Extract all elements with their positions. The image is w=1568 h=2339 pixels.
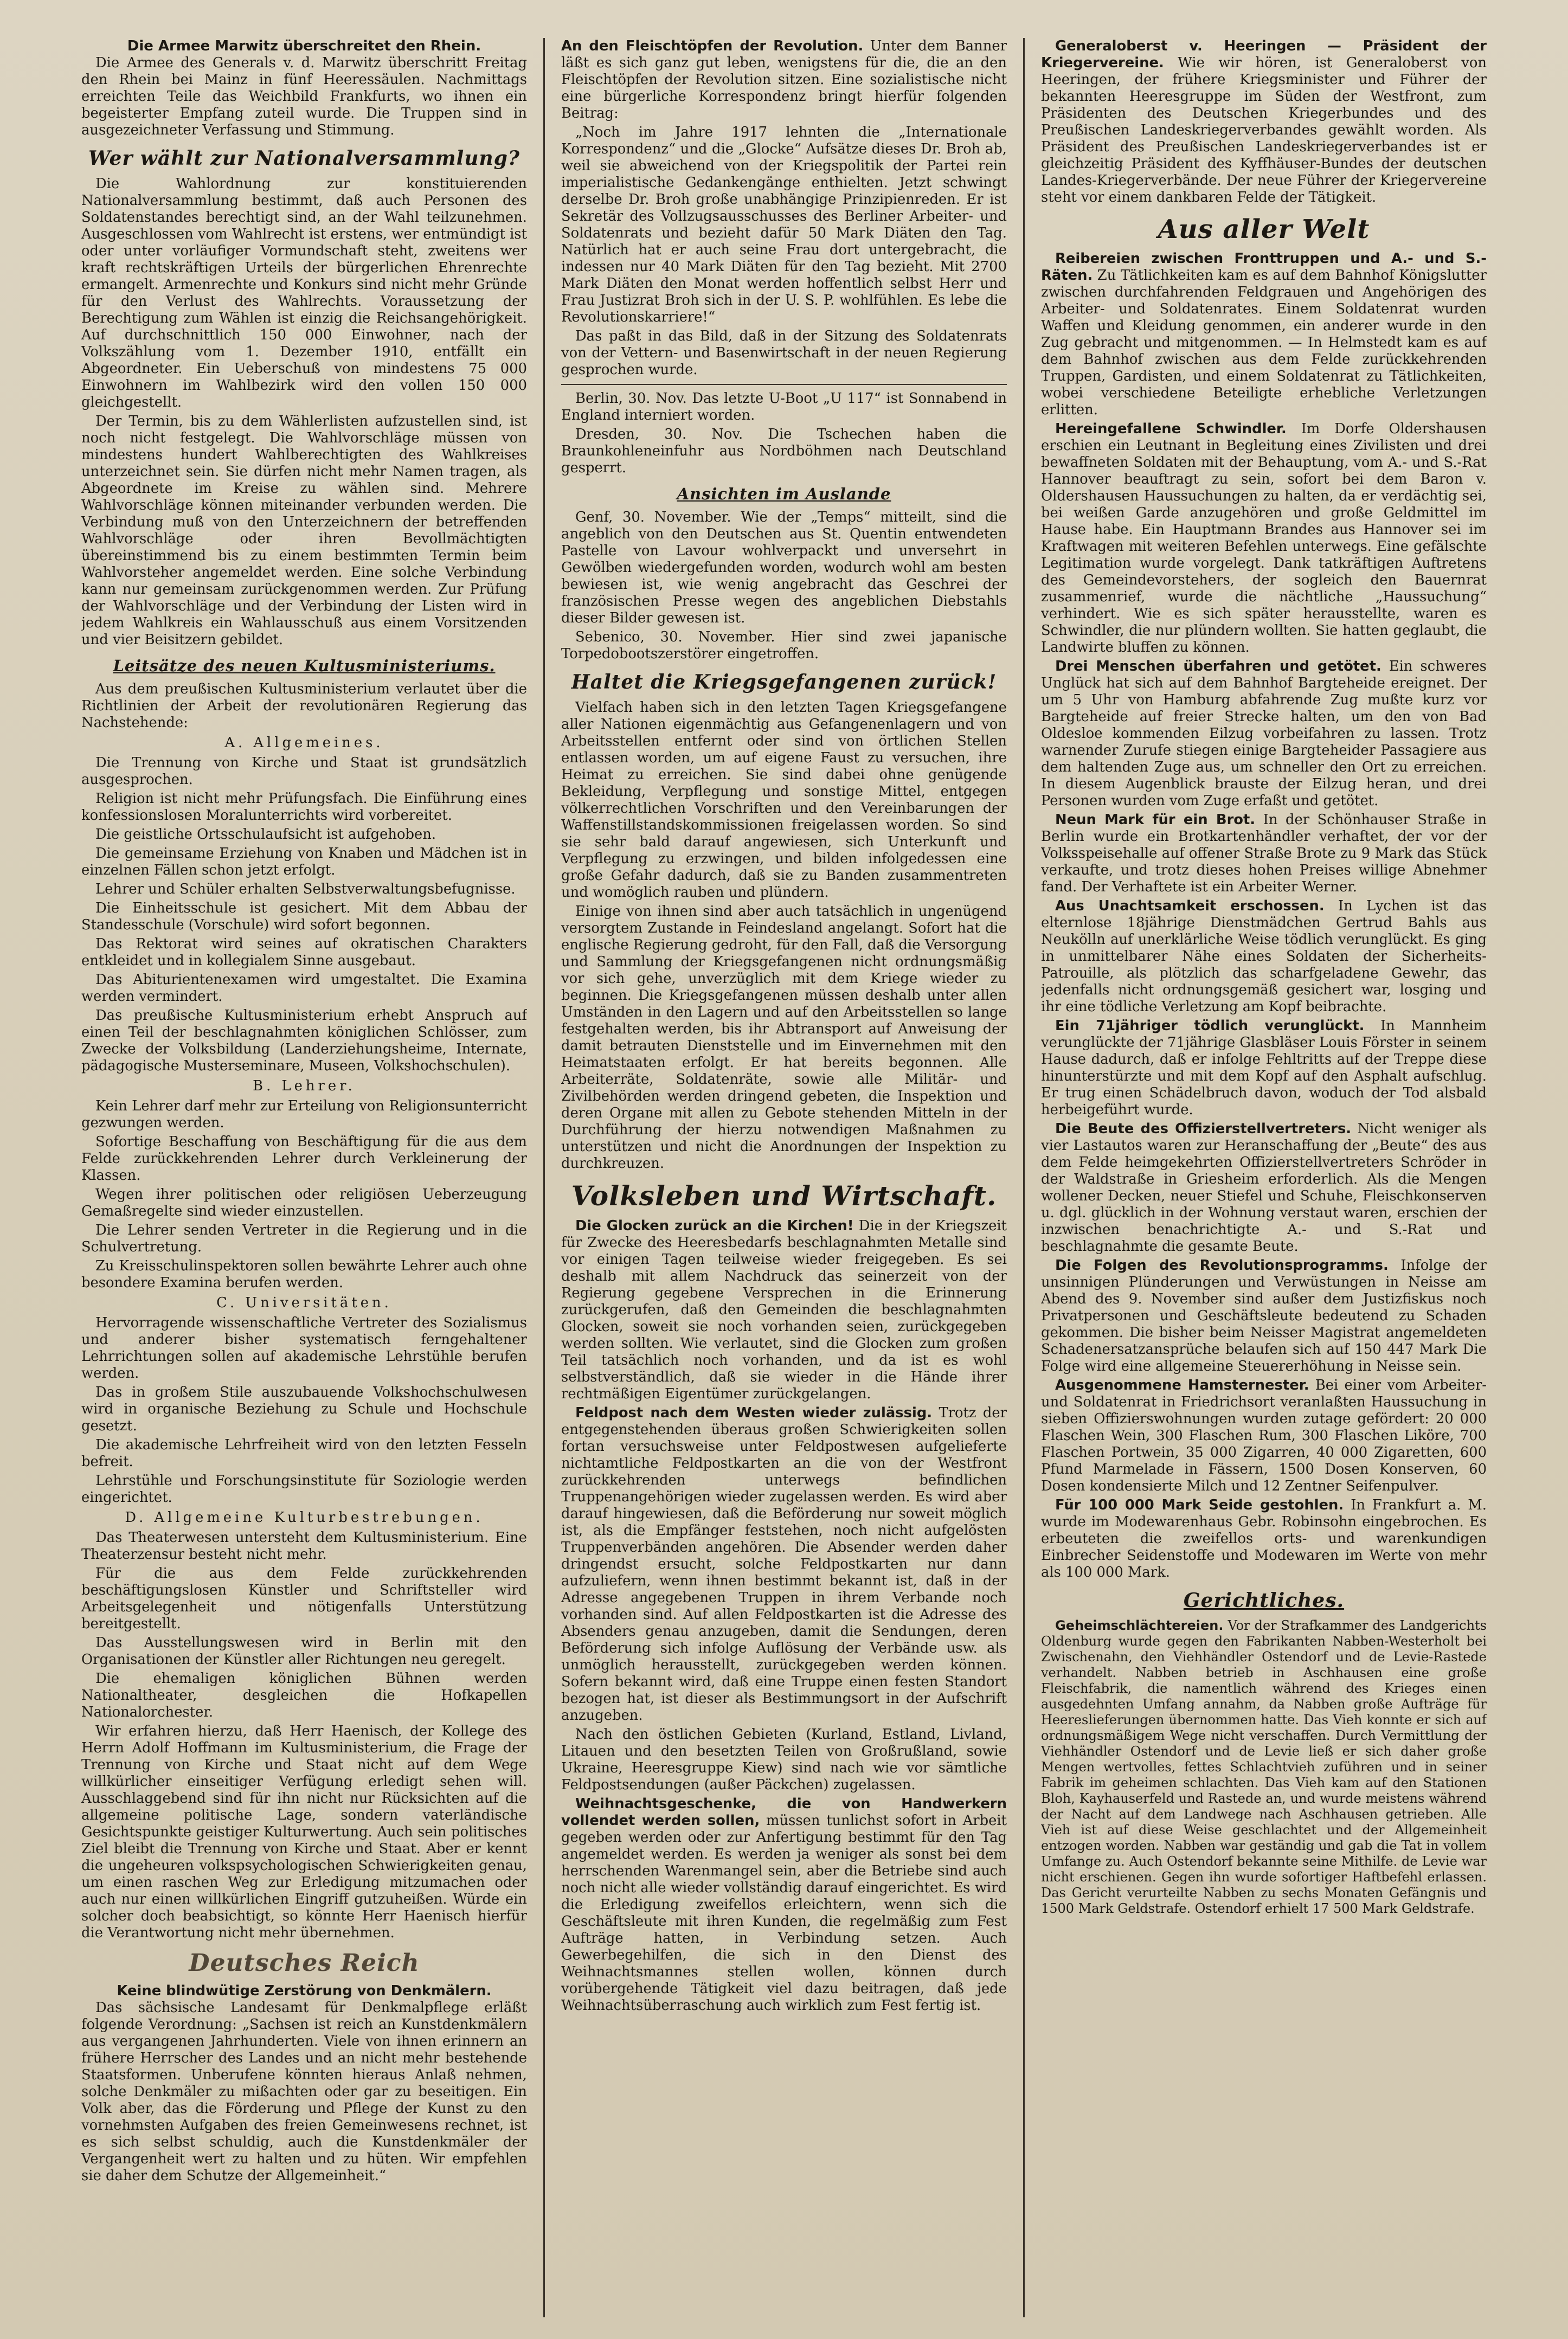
item-text: Nicht weniger als vier Lastautos waren zur Heranschaffung der „Beute“ des aus dem Felde heimgekehrten Offizierstellvertreters Schröder in der Waldstraße in Griesheim erforderlich. Als die Mengen wollener Decken, neuer Stiefel und Schuhe, Fleischkonserven u. dgl. glücklich in der Wohnung verstaut waren, erschien der inzwischen benachrichtigte A.- und S.-Rat und beschlagnahmte die gesamte Beute.	[1041, 1121, 1487, 1255]
kult-b-item: Die Lehrer senden Vertreter in die Regierung und in die Schulvertretung.	[81, 1222, 527, 1255]
kult-a-item: Lehrer und Schüler erhalten Selbstverwaltungsbefugnisse.	[95, 881, 516, 897]
item-headline: Reibereien zwischen Fronttruppen und A.- und S.-Räten.	[1041, 250, 1487, 284]
kult-d-item: Das Ausstellungswesen wird in Berlin mit den Organisationen der Künstler aller Richtungen neu geregelt.	[81, 1635, 527, 1668]
denk-headline: Keine blindwütige Zerstörung von Denkmälern.	[117, 1983, 492, 1999]
kult-b-item: Sofortige Beschaffung von Beschäftigung für die aus dem Felde zurückkehrenden Lehrer durch Verkleinerung der Klassen.	[81, 1134, 527, 1184]
item-text: In Frankfurt a. M. wurde im Modewarenhaus Gebr. Robinsohn eingebrochen. Es erbeuteten die zweifellos orts- und warenkundigen Einbrecher Seidenstoffe und Modewaren im Werte von mehr als 100 000 Mark.	[1041, 1497, 1487, 1580]
item-text: Ein schweres Unglück hat sich auf dem Bahnhof Bargteheide ereignet. Der um 5 Uhr von Hamburg abfahrende Zug mußte kurz vor Bargteheide auf freier Strecke halten, um den von Bad Oldesloe kommenden Eilzug vorbeifahren zu lassen. Trotz warnender Zurufe stiegen einige Bargteheider Passagiere aus dem haltenden Zuge aus, um schneller den Ort zu erreichen. In diesem Augenblick brauste der Eilzug heran, und drei Personen wurden vom Zuge erfaßt und getötet.	[1041, 658, 1487, 809]
item-headline: Drei Menschen überfahren und getötet.	[1055, 658, 1381, 674]
columns	[81, 38, 1487, 2317]
nv-paragraph: Der Termin, bis zu dem Wählerlisten aufzustellen sind, ist noch nicht festgelegt. Die Wahlvorschläge müssen von mindestens hundert Wahlberechtigten des Wahlkreises unterzeichnet sein. Sie dürfen nicht mehr Namen tragen, als Abgeordnete im Kreise zu wählen sind. Mehrere Wahlvorschläge können miteinander verbunden werden. Die Verbindung muß von den Unterzeichnern der betreffenden Wahlvorschläge oder ihren Bevollmächtigten übereinstimmend bis zu einem bestimmten Termin beim Wahlvorsteher angemeldet werden. Eine solche Verbindung kann nur gemeinsam zurückgenommen werden. Zur Prüfung der Wahlvorschläge und der Verbindung der Listen wird in jedem Wahlkreis ein Wahlausschuß aus einem Vorsitzenden und vier Beisitzern gebildet.	[81, 413, 527, 648]
item-headline: Die Folgen des Revolutionsprogramms.	[1055, 1257, 1389, 1274]
kult-a-item: Die Einheitsschule ist gesichert. Mit dem Abbau der Standesschule (Vorschule) wird sofort begonnen.	[81, 900, 527, 933]
item-headline: Ein 71jähriger tödlich verunglückt.	[1055, 1018, 1365, 1034]
kult-d-item: Wir erfahren hierzu, daß Herr Haenisch, der Kollege des Herrn Adolf Hoffmann im Kultusministerium, die Frage der Trennung von Kirche und Staat nicht auf dem Wege willkürlicher einseitiger Verfügung erledigt sehen will. Ausschlaggebend sind für ihn nicht nur Rücksichten auf die allgemeine politische Lage, sondern vaterländische Gesichtspunkte geistiger Kulturwertung. Auch sein politisches Ziel bleibt die Trennung von Kirche und Staat. Aber er kennt die ungeheuren volkspsychologischen Schwierigkeiten genau, um einen raschen Weg zur Erledigung mitzumachen oder auch nur einen willkürlichen Eingriff gutzuheißen. Würde ein solcher doch beabsichtigt, so könnte Herr Haenisch hierfür die Verantwortung nicht mehr übernehmen.	[81, 1723, 527, 1941]
kult-c-item: Die akademische Lehrfreiheit wird von den letzten Fesseln befreit.	[81, 1437, 527, 1470]
column-3	[1041, 38, 1487, 2317]
kult-intro: Aus dem preußischen Kultusministerium verlautet über die Richtlinien der Arbeit der revolutionären Regierung das Nachstehende:	[81, 681, 527, 731]
item-text: Zu Tätlichkeiten kam es auf dem Bahnhof Königslutter zwischen durchfahrenden Feldgrauen und Angehörigen des Arbeiter- und Soldatenrates. Einem Soldatenrat wurden Waffen und Kleidung genommen, ein anderer wurde in den Zug gebracht und mitgenommen. — In Helmstedt kam es auf dem Bahnhof zwischen aus dem Felde zurückkehrenden Truppen, Gardisten, und einem Soldatenrat zu Tätlichkeiten, wobei verschiedene Beteiligte erhebliche Verletzungen erlitten.	[1041, 267, 1487, 418]
column-rule	[543, 38, 545, 2317]
kult-section-c: C. Universitäten.	[216, 1295, 392, 1311]
genf-note: Genf, 30. November. Wie der „Temps“ mitteilt, sind die angeblich von den Deutschen aus St. Quentin entwendeten Pastelle von Lavour wohlverpackt und unversehrt in Gewölben wiedergefunden worden, wodurch wohl am besten bewiesen ist, wie wenig angebracht das Geschrei der französischen Presse wegen des angeblichen Diebstahls dieser Bilder gewesen ist.	[561, 509, 1007, 626]
item-headline: Neun Mark für ein Brot.	[1055, 812, 1256, 828]
welt-headline: Aus aller Welt	[1158, 214, 1370, 245]
kult-b-item: Wegen ihrer politischen oder religiösen Ueberzeugung Gemaßregelte sind wieder einzustellen.	[81, 1186, 527, 1219]
kult-a-item: Das preußische Kultusministerium erhebt Anspruch auf einen Teil der beschlagnahmten königlichen Schlösser, zum Zwecke der Volksbildung (Landerziehungsheime, Internate, pädagogische Musterseminare, Museen, Volkshochschulen).	[81, 1007, 527, 1074]
fleisch-text: Unter dem Banner läßt es sich ganz gut leben, wenigstens für die, die an den Fleischtöpfen der Revolution sitzen. Eine sozialistische nicht eine bürgerliche Korrespondenz bringt hierfür folgenden Beitrag:	[561, 38, 1007, 121]
kult-b-item: Kein Lehrer darf mehr zur Erteilung von Religionsunterricht gezwungen werden.	[81, 1098, 527, 1131]
glocken-headline: Die Glocken zurück an die Kirchen!	[575, 1218, 854, 1234]
item-text: Infolge der unsinnigen Plünderungen und Verwüstungen in Neisse am Abend des 9. November sind außer dem Justizfiskus noch Privatpersonen und Geschäftsleute bedeutend zu Schaden gekommen. Die bisher beim Neisser Magistrat angemeldeten Schadenersatzansprüche belaufen sich auf 150 447 Mark Die Folge wird eine allgemeine Steuererhöhung in Neisse sein.	[1041, 1257, 1487, 1374]
column-2	[561, 38, 1007, 2317]
fleisch-headline: An den Fleischtöpfen der Revolution.	[561, 38, 864, 54]
nv-headline: Wer wählt zur Nationalversammlung?	[88, 147, 520, 170]
kult-c-item: Das in großem Stile auszubauende Volkshochschulwesen wird in organische Beziehung zu Schule und Hochschule gesetzt.	[81, 1384, 527, 1434]
kult-d-item: Das Theaterwesen untersteht dem Kultusministerium. Eine Theaterzensur besteht nicht mehr.	[81, 1530, 527, 1563]
item-headline: Für 100 000 Mark Seide gestohlen.	[1055, 1497, 1344, 1513]
weih-headline: Weihnachtsgeschenke, die von Handwerkern vollendet werden sollen,	[561, 1796, 1007, 1829]
item-headline: Die Beute des Offizierstellvertreters.	[1055, 1121, 1352, 1137]
item-headline: Aus Unachtsamkeit erschossen.	[1055, 898, 1325, 914]
kult-a-item: Die Trennung von Kirche und Staat ist grundsätzlich ausgesprochen.	[81, 755, 527, 788]
heeringen-headline: Generaloberst v. Heeringen — Präsident der Kriegervereine.	[1041, 38, 1487, 71]
kgf-headline: Haltet die Kriegsgefangenen zurück!	[571, 671, 997, 693]
item-headline: Ausgenommene Hamsternester.	[1055, 1377, 1309, 1393]
item-text: In der Schönhauser Straße in Berlin wurde ein Brotkartenhändler verhaftet, der vor der Volksspeisehalle auf offener Straße Brote zu 9 Mark das Stück verkaufte, und trotz dieses hohen Preises willige Abnehmer fand. Der Verhaftete ist ein Arbeiter Werner.	[1041, 812, 1487, 895]
item-text: In Lychen ist das elternlose 18jährige Dienstmädchen Gertrud Bahls aus Neukölln auf unerklärliche Weise tödlich verunglückt. Es ging in unmittelbarer Nähe eines Soldaten der Sicherheits-Patrouille, als plötzlich das scharfgeladene Gewehr, das jedenfalls nicht ordnungsgemäß gesichert war, losging und ihr eine tödliche Verletzung am Kopf beibrachte.	[1041, 898, 1487, 1015]
weih-text: müssen tunlichst sofort in Arbeit gegeben werden oder zur Anfertigung bestimmt für den Tag angemeldet werden. Es werden ja weniger als sonst bei dem herrschenden Warenmangel sein, aber die Betriebe sind auch noch nicht alle wieder vollständig darauf eingerichtet. Es wird die Erledigung zweifellos erleichtern, wenn sich die Geschäftsleute mit ihren Kunden, die regelmäßig zum Fest Aufträge hatten, in Verbindung setzen. Auch Gewerbegehilfen, die sich in den Dienst des Weihnachtsmannes stellen wollen, können durch vorübergehende Tätigkeit viel dazu beitragen, daß jede Weihnachtsüberraschung auch wirklich zum Fest fertig ist.	[561, 1813, 1007, 2014]
nv-paragraph: Die Wahlordnung zur konstituierenden Nationalversammlung bestimmt, daß auch Personen des Soldatenstandes berechtigt sind, an der Wahl teilzunehmen. Ausgeschlossen vom Wahlrecht ist erstens, wer entmündigt ist oder unter vorläufiger Vormundschaft steht, zweitens wer kraft rechtskräftigen Urteils der bürgerlichen Ehrenrechte ermangelt. Armenrechte und Konkurs sind nicht mehr Gründe für den Verlust des Wahlrechts. Voraussetzung der Berechtigung zum Wählen ist einzig die Reichsangehörigkeit. Auf durchschnittlich 150 000 Einwohner, nach der Volkszählung vom 1. Dezember 1910, entfällt ein Abgeordneter. Ein Ueberschuß von mindestens 75 000 Einwohnern im Wahlbezirk wird den vollen 150 000 gleichgestellt.	[81, 176, 527, 410]
sebenico-note: Sebenico, 30. November. Hier sind zwei japanische Torpedobootszerstörer eingetroffen.	[561, 629, 1007, 662]
fleisch-quote: „Noch im Jahre 1917 lehnten die „Internationale Korrespondenz“ und die „Glocke“ Aufsätze dieses Dr. Broh ab, weil sie abweichend von der Kriegspolitik der Partei rein imperialistische Gedankengänge enthielten. Jetzt schwingt derselbe Dr. Broh große unabhängige Prinzipienreden. Er ist Sekretär des Vollzugsausschusses des Berliner Arbeiter- und Soldatenrats und bezieht dafür 50 Mark Diäten den Tag. Natürlich hat er auch seine Frau dort untergebracht, die indessen nur 40 Mark Diäten für den Tag bezieht. Mit 2700 Mark Diäten den Monat werden hoffentlich selbst Herr und Frau Justizrat Broh sich in der U. S. P. wohlfühlen. Es lebe die Revolutionskarriere!“	[561, 124, 1007, 325]
kgf-paragraph: Vielfach haben sich in den letzten Tagen Kriegsgefangene aller Nationen eigenmächtig aus Gefangenenlagern und von Arbeitsstellen entfernt oder sind von örtlichen Stellen entlassen worden, um auf eigene Faust zu versuchen, ihre Heimat zu erreichen. Sie sind dabei ohne genügende Bekleidung, Verpflegung und sonstige Mittel, entgegen völkerrechtlichen Vorschriften und den Vereinbarungen der Waffenstillstandskommissionen freigelassen worden. So sind sie sehr bald darauf angewiesen, sich Unterkunft und Verpflegung zu erzwingen, und bilden infolgedessen eine große Gefahr dadurch, daß sie zu Banden zusammentreten und womöglich rauben und plündern.	[561, 699, 1007, 901]
divider	[561, 384, 1007, 385]
kult-a-item: Die geistliche Ortsschulaufsicht ist aufgehoben.	[95, 826, 436, 843]
glocken-text: Die in der Kriegszeit für Zwecke des Heeresbedarfs beschlagnahmten Metalle sind vor einigen Tagen teilweise wieder freigegeben. Es sei deshalb mit allem Nachdruck das seinerzeit von der Regierung gegebene Versprechen in die Erinnerung zurückgerufen, daß den Gemeinden die beschlagnahmten Glocken, soweit sie noch vorhanden seien, zurückgegeben werden sollten. Wie verlautet, sind die Glocken zum großen Teil tatsächlich noch vorhanden, und da ist es wohl selbstverständlich, daß sie wieder in die Hände ihrer rechtmäßigen Eigentümer zurückgelangen.	[561, 1218, 1007, 1402]
heeringen-text: Wie wir hören, ist Generaloberst von Heeringen, der frühere Kriegsminister und Führer der bekannten Heeresgruppe im Süden der Westfront, zum Präsidenten des Deutschen Kriegerbundes und des Preußischen Landeskriegerverbandes gewählt worden. Als Präsident des Preußischen Landeskriegerverbandes ist er gleichzeitig Präsident des Kyffhäuser-Bundes der deutschen Landes-Kriegerverbände. Der neue Führer der Kriegervereine steht vor einem dankbaren Felde der Tätigkeit.	[1041, 55, 1487, 205]
column-1	[81, 38, 527, 2317]
gericht-subhead: Geheimschlächtereien.	[1055, 1618, 1224, 1633]
denk-text: Das sächsische Landesamt für Denkmalpflege erläßt folgende Verordnung: „Sachsen ist reich an Kunstdenkmälern aus vergangenen Jahrhunderten. Viele von ihnen erinnern an frühere Herrscher des Landes und an nicht mehr bestehende Staatsformen. Unberufene könnten hieraus Anlaß nehmen, solche Denkmäler zu mißachten oder gar zu beseitigen. Ein Volk aber, das die Förderung und Pflege der Kunst zu den vornehmsten Aufgaben des freien Gemeinwesens rechnet, ist es sich selbst schuldig, auch die Kunstdenkmäler der Vergangenheit wert zu halten und zu hüten. Wir empfehlen sie daher dem Schutze der Allgemeinheit.“	[81, 2000, 527, 2184]
kult-c-item: Lehrstühle und Forschungsinstitute für Soziologie werden eingerichtet.	[81, 1473, 527, 1506]
kult-a-item: Die gemeinsame Erziehung von Knaben und Mädchen ist in einzelnen Fällen schon jetzt erfolgt.	[81, 845, 527, 878]
kult-a-item: Das Abiturientenexamen wird umgestaltet. Die Examina werden vermindert.	[81, 972, 527, 1005]
kult-section-d: D. Allgemeine Kulturbestrebungen.	[125, 1509, 484, 1526]
column-rule	[1023, 38, 1025, 2317]
marwitz-headline: Die Armee Marwitz überschreitet den Rhein.	[127, 38, 481, 54]
reich-headline: Deutsches Reich	[189, 1949, 420, 1977]
ausland-headline: Ansichten im Auslande	[677, 485, 891, 503]
uboot-note: Berlin, 30. Nov. Das letzte U-Boot „U 117“ ist Sonnabend in England interniert worden.	[561, 390, 1007, 423]
dresden-note: Dresden, 30. Nov. Die Tschechen haben die Braunkohleneinfuhr aus Nordböhmen nach Deutschland gesperrt.	[561, 426, 1007, 476]
feldpost-text: Trotz der entgegenstehenden überaus großen Schwierigkeiten sollen fortan versuchsweise unter Feldpostwesen aufgelieferte nichtamtliche Feldpostkarten an die von der Westfront zurückkehrenden unterwegs befindlichen Truppenangehörigen wieder zugelassen werden. Es wird aber darauf hingewiesen, daß die Beförderung nur soweit möglich ist, als die Empfänger feststehen, noch nicht aufgelösten Truppenverbänden angehören. Die Absender werden daher dringendst ersucht, solche Feldpostkarten nur dann aufzuliefern, wenn ihnen bestimmt bekannt ist, daß in der Adresse angegebenen Truppen in ihrem Verbande noch vorhanden sind. Auf allen Feldpostkarten ist die Adresse des Absenders genau anzugeben, damit die Sendungen, deren Beförderung sich infolge Auflösung der Verbände usw. als unmöglich herausstellt, zurückgegeben werden können. Sofern bekannt wird, daß eine Truppe einen festen Standort bezogen hat, ist dieser als Bestimmungsort in der Aufschrift anzugeben.	[561, 1405, 1007, 1724]
item-text: Bei einer vom Arbeiter- und Soldatenrat in Friedrichsort veranlaßten Haussuchung in sieben Offizierswohnungen wurden zutage gefördert: 20 000 Flaschen Wein, 300 Flaschen Rum, 300 Flaschen Liköre, 700 Flaschen Portwein, 35 000 Zigarren, 40 000 Zigaretten, 600 Pfund Marmelade in Fässern, 1500 Dosen Konserven, 60 Dosen kondensierte Milch und 12 Zentner Seifenpulver.	[1041, 1377, 1487, 1494]
item-text: Im Dorfe Oldershausen erschien ein Leutnant in Begleitung eines Zivilisten und drei bewaffneten Soldaten mit der Behauptung, vom A.- und S.-Rat Hannover beauftragt zu sein, sofort bei dem Baron v. Oldershausen Haussuchungen zu halten, da er verdächtig sei, bei weißen Garde anzugehören und große Geldmittel im Hause habe. Ein Hauptmann Brandes aus Hannover sei im Kraftwagen mit weiteren Befehlen unterwegs. Eine gefälschte Legitimation wurde vorgelegt. Dank tatkräftigen Auftretens des Gemeindevorstehers, der sogleich den Bauernrat zusammenrief, wurde die nächtliche „Haussuchung“ verhindert. Wie es sich später herausstellte, waren es Schwindler, die nur plündern wollten. Sie hatten geglaubt, die Landwirte bluffen zu können.	[1041, 421, 1487, 656]
kult-d-item: Für die aus dem Felde zurückkehrenden beschäftigungslosen Künstler und Schriftsteller wird Arbeitsgelegenheit und nötigenfalls Unterstützung bereitgestellt.	[81, 1565, 527, 1632]
kult-d-item: Die ehemaligen königlichen Bühnen werden Nationaltheater, desgleichen die Hofkapellen Nationalorchester.	[81, 1670, 527, 1720]
feldpost-text: Nach den östlichen Gebieten (Kurland, Estland, Livland, Litauen und den besetzten Teilen von Großrußland, sowie Ukraine, Heeresgruppe Kiew) sind nach wie vor sämtliche Feldpostsendungen (außer Päckchen) zugelassen.	[561, 1726, 1007, 1793]
marwitz-text: Die Armee des Generals v. d. Marwitz überschritt Freitag den Rhein bei Mainz in fünf Heeressäulen. Nachmittags erreichten Teile das Weichbild Frankfurts, wo ihnen ein begeisterter Empfang zuteil wurde. Die Truppen sind in ausgezeichneter Verfassung und Stimmung.	[81, 55, 527, 138]
kult-section-b: B. Lehrer.	[253, 1078, 356, 1094]
item-headline: Hereingefallene Schwindler.	[1055, 421, 1287, 437]
kult-b-item: Zu Kreisschulinspektoren sollen bewährte Lehrer auch ohne besondere Examina berufen werden.	[81, 1258, 527, 1291]
volks-headline: Volksleben und Wirtschaft.	[571, 1180, 997, 1212]
kult-a-item: Das Rektorat wird seines auf okratischen Charakters entkleidet und in kollegialem Sinne ausgebaut.	[81, 936, 527, 969]
feldpost-headline: Feldpost nach dem Westen wieder zulässig.	[575, 1405, 933, 1421]
kgf-paragraph: Einige von ihnen sind aber auch tatsächlich in ungenügend versorgtem Zustande in Feindesland angelangt. Sofort hat die englische Regierung gedroht, für den Fall, daß die Versorgung und Sammlung der Kriegsgefangenen nicht ordnungsmäßig vor sich gehe, unverzüglich mit dem Kriege wieder zu beginnen. Die Kriegsgefangenen müssen deshalb unter allen Umständen in den Lagern und auf den Arbeitsstellen so lange festgehalten werden, bis ihr Abtransport auf Anweisung der damit betrauten Dienststelle und im Einvernehmen mit den Heimatstaaten erfolgt. Er hat bereits begonnen. Alle Arbeiterräte, Soldatenräte, sowie alle Militär- und Zivilbehörden werden dringend gebeten, die Inspektion und deren Organe mit allen zu Gebote stehenden Mitteln in der Durchführung der hierzu notwendigen Maßnahmen zu unterstützen und nicht die Anordnungen der Inspektion zu durchkreuzen.	[561, 903, 1007, 1172]
kult-a-item: Religion ist nicht mehr Prüfungsfach. Die Einführung eines konfessionslosen Moralunterrichts wird vorbereitet.	[81, 791, 527, 824]
kult-headline: Leitsätze des neuen Kultusministeriums.	[113, 657, 496, 675]
gericht-headline: Gerichtliches.	[1183, 1589, 1345, 1612]
kult-c-item: Hervorragende wissenschaftliche Vertreter des Sozialismus und anderer bisher systematisch ferngehaltener Lehrrichtungen sollen auf akademische Lehrstühle berufen werden.	[81, 1315, 527, 1381]
gericht-text: Vor der Strafkammer des Landgerichts Oldenburg wurde gegen den Fabrikanten Nabben-Westerholt bei Zwischenahn, den Viehhändler Ostendorf und de Levie-Rastede verhandelt. Nabben betrieb in Aschhausen eine große Fleischfabrik, die namentlich während des Krieges einen ausgedehnten Umfang annahm, da Nabben große Aufträge für Heereslieferungen übernommen hatte. Das Vieh konnte er sich auf ordnungsmäßigem Wege nicht verschaffen. Durch Vermittlung der Viehhändler Ostendorf und de Levie ließ er sich daher große Mengen wertvolles, fettes Schlachtvieh zuführen und in seiner Fabrik im geheimen schlachten. Das Vieh kam auf den Stationen Bloh, Kayhauserfeld und Rastede an, und wurde meistens während der Nacht auf dem Landwege nach Aschhausen getrieben. Alle Vieh ist auf diese Weise geschlachtet und der Allgemeinheit entzogen worden. Nabben war geständig und gab die Tat in vollem Umfange zu. Auch Ostendorf bekannte seine Mithilfe. de Levie war nicht erschienen. Gegen ihn wurde sofortiger Haftbefehl erlassen. Das Gericht verurteilte Nabben zu sechs Monaten Gefängnis und 1500 Mark Geldstrafe. Ostendorf erhielt 17 500 Mark Geldstrafe.	[1041, 1618, 1487, 1916]
fleisch-text: Das paßt in das Bild, daß in der Sitzung des Soldatenrats von der Vettern- und Basenwirtschaft in der neuen Regierung gesprochen wurde.	[561, 328, 1007, 378]
kult-section-a: A. Allgemeines.	[224, 735, 384, 751]
item-text: In Mannheim verunglückte der 71jährige Glasbläser Louis Förster in seinem Hause dadurch, daß er infolge Fehltritts auf der Treppe diese hinunterstürzte und mit dem Kopf auf den Asphalt aufschlug. Er trug einen Schädelbruch davon, woduch der Tod alsbald herbeigeführt wurde.	[1041, 1018, 1487, 1118]
